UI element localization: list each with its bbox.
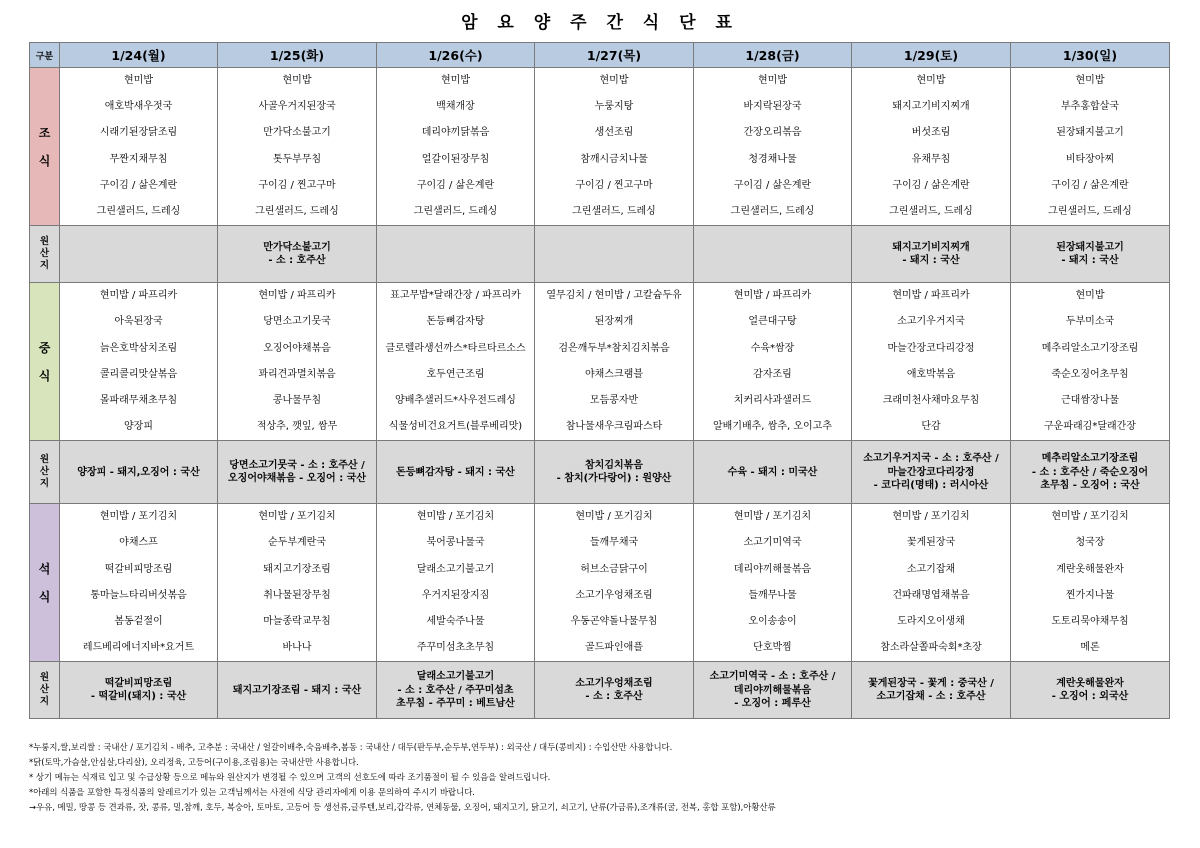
origin-cell [377, 226, 535, 283]
day-header: 1/26(수) [377, 43, 535, 68]
menu-item: 현미밥 [599, 75, 629, 86]
menu-item: 그린샐러드, 드레싱 [96, 205, 181, 217]
menu-item: 현미밥 [916, 75, 946, 86]
menu-item: 구이김 / 삶은계란 [99, 179, 178, 191]
origin-label: 원 산 지 [30, 662, 60, 719]
menu-item: 현미밥 [758, 75, 787, 86]
breakfast-day-cell [218, 68, 377, 226]
dinner-day-cell [694, 504, 852, 662]
menu-item: 표고무밥*달래간장 / 파프리카 [390, 290, 521, 302]
menu-item: 애호박새우젓국 [104, 101, 173, 113]
menu-item: 무짠지채무침 [109, 153, 168, 165]
menu-item: 순두부계란국 [268, 537, 326, 549]
menu-item: 현미밥 / 파프리카 [733, 290, 812, 302]
origin-cell [60, 226, 218, 283]
menu-item: 구이김 / 삶은계란 [733, 179, 812, 191]
origin-cell: 메추리알소고기장조림 - 소 : 호주산 / 죽순오징어 초무침 - 오징어 : 국산 [1011, 441, 1170, 504]
menu-item: 버섯조림 [911, 127, 951, 139]
menu-item: 야채스프 [119, 537, 158, 549]
menu-item: 콜리콜리맛살볶음 [99, 368, 178, 380]
menu-item: 구이김 / 삶은계란 [1051, 179, 1129, 191]
footnote-line: →우유, 메밀, 땅콩 등 견과류, 잣, 콩류, 밀,참깨, 호두, 복숭아, 토마토, 고등어 등 생선류,글루텐,보리,갑각류, 연체동물, 오징어, 돼지고기, 닭고기, 쇠고기, 난류(가금류),조개류(굴, 전복, 홍합 포함),아황산류 [29, 802, 776, 812]
origin-cell: 떡갈비피망조림 - 떡갈비(돼지) : 국산 [60, 662, 218, 719]
lunch-day-cell [694, 283, 852, 441]
lunch-day-cell [60, 283, 218, 441]
menu-item: 현미밥 / 포기김치 [258, 511, 336, 523]
menu-item: 현미밥 / 포기김치 [575, 511, 653, 523]
dinner-origin-row [30, 662, 1170, 719]
lunch-row [30, 283, 1170, 441]
menu-item: 아욱된장국 [114, 316, 163, 328]
menu-item: 양배추샐러드*사우전드레싱 [395, 394, 516, 406]
menu-item: 계란옷해물완자 [1056, 563, 1124, 575]
menu-item: 돼지고기비지찌개 [892, 101, 970, 113]
menu-item: 그린샐러드, 드레싱 [255, 205, 339, 217]
menu-item: 몰파래무채초무침 [99, 394, 178, 406]
menu-item: 생선조림 [594, 127, 634, 139]
menu-item: 단호박찜 [753, 642, 792, 654]
menu-item: 소고기우엉채조림 [575, 589, 653, 601]
menu-item: 누룽지탕 [594, 101, 634, 113]
menu-item: 현미밥 / 포기김치 [733, 511, 812, 523]
day-header: 1/24(월) [60, 43, 218, 68]
day-header: 1/29(토) [852, 43, 1011, 68]
menu-item: 소고기미역국 [743, 537, 802, 549]
menu-item: 소고기우거지국 [897, 316, 965, 328]
menu-item: 오이송송이 [748, 616, 797, 627]
menu-item: 된장찌개 [594, 316, 634, 328]
menu-item: 수육*쌈장 [750, 342, 795, 354]
menu-item: 참깨시금치나물 [580, 153, 648, 165]
breakfast-day-cell [535, 68, 694, 226]
footnotes [29, 740, 1179, 815]
breakfast-day-cell [852, 68, 1011, 226]
origin-cell: 소고기우거지국 - 소 : 호주산 / 마늘간장코다리강정 - 코다리(명태) : 러시아산 [852, 441, 1011, 504]
origin-cell: 양장피 - 돼지,오징어 : 국산 [60, 441, 218, 504]
menu-item: 구이김 / 찐고구마 [258, 179, 336, 191]
menu-item: 북어콩나물국 [426, 537, 485, 549]
origin-cell: 돼지고기비지찌개 - 돼지 : 국산 [852, 226, 1011, 283]
menu-item: 들깨무채국 [589, 537, 639, 549]
page-title: 암 요 양 주 간 식 단 표 [461, 13, 739, 33]
menu-item: 현미밥 [441, 75, 470, 86]
lunch-day-cell [852, 283, 1011, 441]
menu-item: 현미밥 / 포기김치 [1051, 511, 1129, 523]
menu-item: 현미밥 / 포기김치 [416, 511, 495, 523]
footnote-line: *누룽지,쌀,보리쌀 : 국내산 / 포기김치 - 배추, 고추분 : 국내산 / 얼갈이배추,숙음배추,봄동 : 국내산 / 대두(판두부,순두부,연두부) : 외국산 / 대두(콩비지) : 수입산만 사용합니다. [29, 742, 673, 752]
menu-item: 봄동겉절이 [114, 616, 163, 627]
dinner-day-cell [852, 504, 1011, 662]
menu-item: 근대쌈장나물 [1061, 394, 1119, 406]
dinner-row [30, 504, 1170, 662]
menu-item: 당면소고기뭇국 [263, 316, 331, 328]
menu-item: 열무김치 / 현미밥 / 고칼슘두유 [546, 290, 682, 302]
menu-item: 비타장아찌 [1065, 153, 1115, 165]
menu-item: 구운파래김*달래간장 [1044, 421, 1136, 433]
menu-item: 알배기배추, 쌈추, 오이고추 [713, 421, 832, 433]
menu-item: 마늘간장코다리강정 [887, 342, 975, 354]
menu-item: 그린샐러드, 드레싱 [1048, 205, 1132, 217]
day-header: 1/27(목) [535, 43, 694, 68]
breakfast-row [30, 68, 1170, 226]
menu-item: 돈등뼈감자탕 [426, 316, 485, 328]
menu-item: 메추리알소고기장조림 [1041, 342, 1139, 354]
menu-item: 바지락된장국 [743, 101, 802, 113]
menu-item: 들깨무나물 [748, 589, 797, 601]
breakfast-day-cell [1011, 68, 1170, 226]
origin-cell: 된장돼지불고기 - 돼지 : 국산 [1011, 226, 1170, 283]
header-row [30, 43, 1170, 68]
menu-item: 그린샐러드, 드레싱 [413, 205, 498, 217]
menu-item: 단감 [921, 421, 941, 433]
lunch-origin-row [30, 441, 1170, 504]
menu-item: 주꾸미섬초초무침 [416, 642, 495, 654]
breakfast-label: 조 식 [30, 68, 60, 226]
menu-item: 현미밥 [1075, 75, 1105, 86]
menu-item: 야채스크램블 [585, 368, 643, 380]
dinner-day-cell [1011, 504, 1170, 662]
menu-item: 현미밥 / 파프리카 [99, 290, 178, 302]
origin-cell: 돈등뼈감자탕 - 돼지 : 국산 [377, 441, 535, 504]
breakfast-day-cell [60, 68, 218, 226]
menu-item: 간장오리볶음 [743, 127, 802, 139]
day-header: 1/25(화) [218, 43, 377, 68]
menu-item: 모듬콩자반 [589, 394, 639, 406]
menu-item: 청경채나물 [748, 153, 797, 165]
menu-item: 구이김 / 삶은계란 [892, 179, 970, 191]
menu-item: 오징어야채볶음 [263, 342, 331, 354]
menu-item: 돼지고기장조림 [263, 563, 331, 575]
menu-item: 골드파인애플 [585, 642, 643, 654]
menu-item: 데리야끼닭볶음 [421, 127, 490, 139]
menu-item: 늙은호박삼치조림 [99, 342, 178, 354]
lunch-label: 중 식 [30, 283, 60, 441]
dinner-day-cell [535, 504, 694, 662]
menu-item: 크래미천사채마요무침 [882, 394, 980, 406]
footnote-line: * 상기 메뉴는 식재료 입고 및 수급상황 등으로 메뉴와 원산지가 변경될 수 있으며 고객의 선호도에 따라 조기품절이 될 수 있음을 알려드립니다. [29, 772, 551, 782]
breakfast-day-cell [377, 68, 535, 226]
menu-item: 그린샐러드, 드레싱 [730, 205, 815, 217]
lunch-day-cell [377, 283, 535, 441]
menu-item: 도토리묵야채무침 [1051, 616, 1129, 627]
breakfast-origin-row [30, 226, 1170, 283]
footnote-line: *닭(토막,가슴살,안심살,다리살), 오리정육, 고등어(구이용,조림용)는 국내산만 사용합니다. [29, 757, 359, 767]
menu-item: 구이김 / 삶은계란 [416, 179, 495, 191]
menu-item: 백채개장 [436, 101, 475, 113]
menu-item: 찐가지나물 [1065, 589, 1115, 601]
menu-item: 구이김 / 찐고구마 [575, 179, 653, 191]
menu-item: 현미밥 [1075, 290, 1105, 302]
day-header: 1/28(금) [694, 43, 852, 68]
menu-item: 애호박볶음 [906, 368, 956, 380]
menu-item: 우동곤약돌나물무침 [570, 616, 658, 627]
origin-cell: 꽃게된장국 - 꽃게 : 중국산 / 소고기잡채 - 소 : 호주산 [852, 662, 1011, 719]
origin-cell: 참치김치볶음 - 참치(가다랑어) : 원양산 [535, 441, 694, 504]
origin-cell: 소고기미역국 - 소 : 호주산 / 데리야끼해물볶음 - 오징어 : 페루산 [694, 662, 852, 719]
origin-cell: 달래소고기불고기 - 소 : 호주산 / 주꾸미섬초 초무침 - 주꾸미 : 베트남산 [377, 662, 535, 719]
menu-item: 죽순오징어초무침 [1051, 368, 1129, 380]
menu-item: 취나물된장무침 [263, 589, 331, 601]
menu-item: 현미밥 / 파프리카 [892, 290, 970, 302]
menu-item: 데리야끼해물볶음 [733, 563, 812, 575]
origin-cell [694, 226, 852, 283]
menu-item: 호두연근조림 [426, 368, 485, 380]
menu-item: 메론 [1080, 642, 1100, 654]
menu-item: 바나나 [282, 642, 312, 654]
menu-item: 건파래명엽채볶음 [892, 589, 970, 601]
menu-item: 소고기잡채 [906, 563, 956, 575]
menu-item: 현미밥 [282, 75, 312, 86]
dinner-day-cell [60, 504, 218, 662]
menu-item: 마늘종락교무침 [263, 616, 331, 627]
menu-item: 참나물새우크림파스타 [565, 421, 663, 433]
menu-item: 양장피 [124, 421, 153, 433]
origin-cell: 수육 - 돼지 : 미국산 [694, 441, 852, 504]
menu-item: 클로렐라생선까스*타르타르소스 [385, 342, 526, 354]
menu-item: 유채무침 [911, 153, 951, 165]
menu-item: 세발숙주나물 [426, 616, 485, 627]
menu-item: 꽃게된장국 [906, 537, 956, 549]
menu-item: 감자조림 [753, 368, 792, 380]
lunch-day-cell [535, 283, 694, 441]
menu-item: 얼큰대구탕 [748, 316, 797, 328]
menu-item: 치커리사과샐러드 [733, 394, 812, 406]
menu-item: 검은깨두부*참치김치볶음 [558, 342, 670, 354]
menu-item: 꽈리견과멸치볶음 [258, 368, 336, 380]
dinner-day-cell [377, 504, 535, 662]
dinner-label: 석 식 [30, 504, 60, 662]
origin-cell: 만가닥소불고기 - 소 : 호주산 [218, 226, 377, 283]
origin-cell: 계란옷해물완자 - 오징어 : 외국산 [1011, 662, 1170, 719]
day-header: 1/30(일) [1011, 43, 1170, 68]
menu-item: 얼갈이된장무침 [421, 153, 490, 165]
origin-label: 원 산 지 [30, 226, 60, 283]
breakfast-day-cell [694, 68, 852, 226]
menu-item: 콩나물무침 [272, 394, 322, 406]
menu-item: 그린샐러드, 드레싱 [889, 205, 973, 217]
menu-item: 된장돼지불고기 [1056, 127, 1124, 139]
origin-cell: 소고기우엉채조림 - 소 : 호주산 [535, 662, 694, 719]
lunch-day-cell [218, 283, 377, 441]
origin-cell [535, 226, 694, 283]
menu-item: 사골우거지된장국 [258, 101, 336, 113]
menu-item: 레드베리에너지바*요거트 [82, 642, 195, 654]
origin-label: 원 산 지 [30, 441, 60, 504]
menu-item: 현미밥 / 포기김치 [99, 511, 178, 523]
menu-item: 톳두부무침 [272, 153, 322, 165]
menu-item: 참소라살쫄파숙회*초장 [880, 642, 982, 654]
menu-item: 만가닥소불고기 [263, 127, 331, 139]
header-corner: 구분 [30, 43, 60, 68]
menu-item: 시래기된장닭조림 [99, 127, 178, 139]
menu-item: 청국장 [1075, 537, 1105, 549]
origin-cell: 돼지고기장조림 - 돼지 : 국산 [218, 662, 377, 719]
lunch-day-cell [1011, 283, 1170, 441]
menu-item: 통마늘느타리버섯볶음 [90, 589, 187, 601]
menu-item: 도라지오이생채 [897, 616, 965, 627]
menu-item: 떡갈비피망조림 [104, 563, 173, 575]
footnote-line: *아래의 식품을 포함한 특정식품의 알레르기가 있는 고객님께서는 사전에 식당 관리자에게 이용 문의하여 주시기 바랍니다. [29, 787, 475, 797]
origin-cell: 당면소고기뭇국 - 소 : 호주산 / 오징어야채볶음 - 오징어 : 국산 [218, 441, 377, 504]
menu-item: 현미밥 [124, 75, 153, 86]
menu-item: 그린샐러드, 드레싱 [572, 205, 656, 217]
menu-item: 허브소금닭구이 [580, 563, 648, 575]
menu-item: 적상추, 깻잎, 쌈무 [256, 421, 338, 433]
dinner-day-cell [218, 504, 377, 662]
menu-item: 부추홍합살국 [1061, 101, 1119, 113]
menu-item: 두부미소국 [1065, 316, 1115, 328]
weekly-menu-table [29, 42, 1170, 719]
menu-item: 현미밥 / 포기김치 [892, 511, 970, 523]
menu-item: 달래소고기불고기 [416, 563, 495, 575]
menu-item: 식물성비건요거트(블루베리맛) [388, 421, 523, 433]
menu-item: 우거지된장지짐 [421, 589, 490, 601]
menu-item: 현미밥 / 파프리카 [258, 290, 336, 302]
